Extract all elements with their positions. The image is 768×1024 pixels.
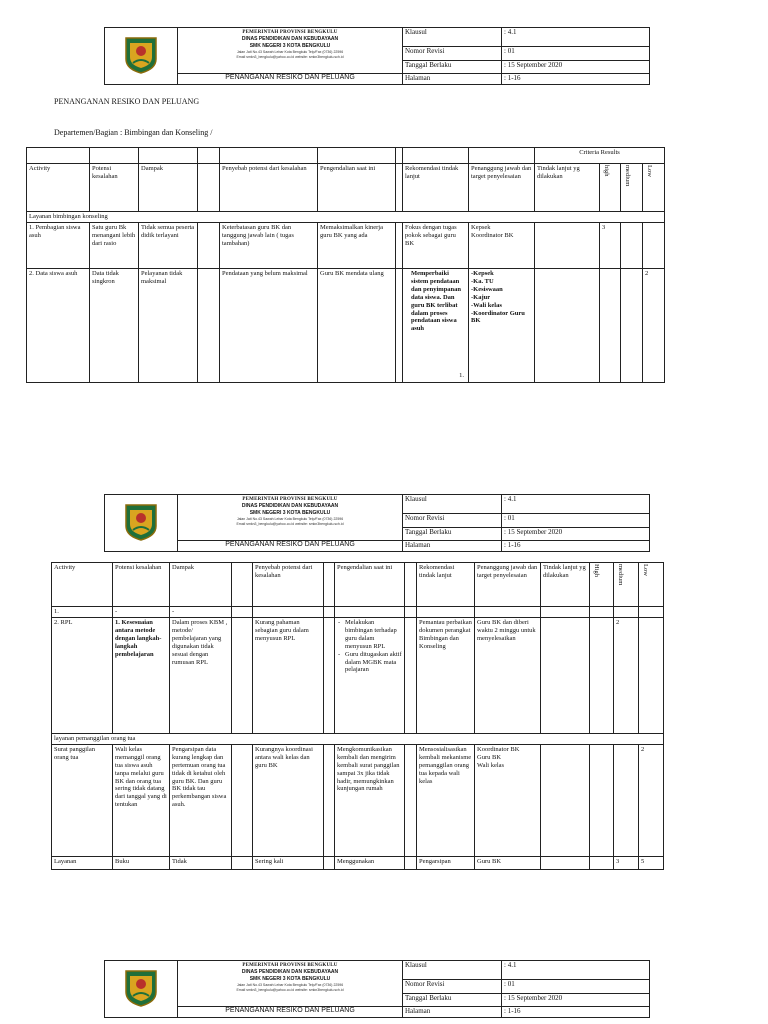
- institution-block: [178, 28, 403, 74]
- header-value: : 4.1: [502, 961, 650, 980]
- cell-high: [590, 617, 614, 733]
- institution-email: Email smkn3_bengkulu@yahoo.co.id website: smkn3bengkulu.sch.id: [236, 988, 344, 992]
- cell-rekomendasi: [403, 268, 469, 382]
- institution-line: SMK NEGERI 3 KOTA BENGKULU: [249, 976, 331, 982]
- pj-line: -Kajur: [471, 293, 491, 301]
- cell-rekomendasi: Fokus dengan tugas pokok sebagai guru BK: [403, 222, 469, 268]
- doc-title: PENANGANAN RESIKO DAN PELUANG: [178, 540, 403, 551]
- cell-medium: [621, 222, 643, 268]
- provincial-emblem-icon: [123, 968, 159, 1008]
- institution-line: DINAS PENDIDIKAN DAN KEBUDAYAAN: [241, 503, 339, 509]
- header-key: Klausul: [403, 495, 502, 514]
- institution-line: PEMERINTAH PROVINSI BENGKULU: [242, 963, 338, 968]
- doc-title: PENANGANAN RESIKO DAN PELUANG: [178, 1006, 403, 1017]
- header-value: : 15 September 2020: [502, 527, 650, 540]
- institution-block: [178, 961, 403, 1007]
- section-label: layanan pemanggilan orang tua: [52, 733, 664, 744]
- department-label: Departemen/Bagian : Bimbingan dan Konseling /: [54, 128, 213, 137]
- cell-dampak: Pengarsipan data kurang lengkap dan pertemuan orang tua tidak di ketahui oleh guru BK. Dan guru BK tidak tau perkembangan siswa asuh.: [170, 744, 232, 856]
- col-header-high: High: [592, 564, 600, 577]
- risk-table-2: [51, 562, 664, 870]
- header-key: Klausul: [403, 28, 502, 47]
- cell-low: [639, 617, 664, 733]
- logo-cell: [105, 28, 178, 85]
- cell-penanggung-jawab: [469, 222, 535, 268]
- header-value: : 4.1: [502, 495, 650, 514]
- header-value: : 15 September 2020: [502, 993, 650, 1006]
- col-header: Activity: [52, 563, 113, 607]
- pj-line: -Kesiswaan: [471, 285, 503, 293]
- col-header-low: Low: [641, 564, 649, 576]
- cell-activity: 2. RPL: [52, 617, 113, 733]
- doc-title: PENANGANAN RESIKO DAN PELUANG: [178, 73, 403, 84]
- col-header: Penanggung jawab dan target penyelesaian: [475, 563, 541, 607]
- document-header: [104, 494, 650, 552]
- header-key: Klausul: [403, 961, 502, 980]
- cell-potensi: -: [113, 607, 170, 618]
- col-header: Pengendalian saat ini: [318, 164, 396, 212]
- col-header: Dampak: [139, 164, 198, 212]
- header-key: Halaman: [403, 1006, 502, 1017]
- col-header: Dampak: [170, 563, 232, 607]
- logo-cell: [105, 495, 178, 552]
- page-title: PENANGANAN RESIKO DAN PELUANG: [54, 97, 200, 106]
- table-row: [52, 607, 664, 618]
- header-value: : 01: [502, 514, 650, 527]
- col-header: Penyebab potensi dari kesalahan: [220, 164, 318, 212]
- institution-line: SMK NEGERI 3 KOTA BENGKULU: [249, 510, 331, 516]
- institution-line: DINAS PENDIDIKAN DAN KEBUDAYAAN: [241, 969, 339, 975]
- cell-medium: [621, 268, 643, 382]
- col-header: Pengendalian saat ini: [335, 563, 405, 607]
- institution-line: PEMERINTAH PROVINSI BENGKULU: [242, 497, 338, 502]
- institution-line: SMK NEGERI 3 KOTA BENGKULU: [249, 43, 331, 49]
- col-header: Rekomendasi tindak lanjut: [403, 164, 469, 212]
- pj-line: -Ka. TU: [471, 277, 494, 285]
- criteria-results-header: Criteria Results: [535, 148, 665, 164]
- col-header-high: high: [602, 165, 610, 177]
- cell-dampak: Tidak semua peserta didik terlayani: [139, 222, 198, 268]
- logo-cell: [105, 961, 178, 1018]
- cell-penanggung-jawab: Guru BK dan diberi waktu 2 minggu untuk menyelesaikan: [475, 617, 541, 733]
- pj-line: Kepsek: [471, 223, 491, 231]
- institution-address: Jalan Jati No.43 Sawah Lebar Kota Bengkulu Telp/Fax (0736) 22596: [236, 50, 344, 54]
- pj-line: Wali kelas: [477, 761, 505, 769]
- cell-activity: 2. Data siswa asuh: [27, 268, 90, 382]
- table-row: [52, 856, 664, 869]
- cell-penyebab: Sering kali: [253, 856, 324, 869]
- document-header: [104, 960, 650, 1018]
- cell-low: 5: [639, 856, 664, 869]
- cell-rekomendasi: Pemantau perbaikan dokumen perangkat Bimbingan dan Konseling: [417, 617, 475, 733]
- cell-rekomendasi: Mensosialisasikan kembali mekanisme pemanggilan orang tua kepada wali kelas: [417, 744, 475, 856]
- cell-low: 2: [639, 744, 664, 856]
- header-value: : 1-16: [502, 1006, 650, 1017]
- cell-potensi: Data tidak singkron: [90, 268, 139, 382]
- cell-penanggung-jawab: [475, 744, 541, 856]
- cell-potensi: Wali kelas memanggil orang tua siswa asuh tanpa melalui guru BK dan orang tua sering tidak datang dari tanggal yang di tentukan: [113, 744, 170, 856]
- header-value: : 15 September 2020: [502, 60, 650, 73]
- provincial-emblem-icon: [123, 35, 159, 75]
- cell-high: [600, 268, 621, 382]
- cell-medium: [614, 744, 639, 856]
- cell-activity: 1. Pembagian siswa asuh: [27, 222, 90, 268]
- cell-pengendalian: Memaksimalkan kinerja guru BK yang ada: [318, 222, 396, 268]
- cell-pengendalian: Menggunakan: [335, 856, 405, 869]
- pengendalian-item: - Melakukan bimbingan terhadap guru dalam menyusun RPL: [345, 619, 402, 651]
- cell-dampak: -: [170, 607, 232, 618]
- institution-line: DINAS PENDIDIKAN DAN KEBUDAYAAN: [241, 36, 339, 42]
- cell-pengendalian: [335, 617, 405, 733]
- risk-table-1: [26, 147, 665, 383]
- section-label: Layanan bimbingan konseling: [27, 212, 665, 223]
- cell-penyebab: Kurang pahaman sebagian guru dalam menyusun RPL: [253, 617, 324, 733]
- col-header: Potensi kesalahan: [113, 563, 170, 607]
- header-key: Tanggal Berlaku: [403, 527, 502, 540]
- provincial-emblem-icon: [123, 502, 159, 542]
- pj-line: Guru BK: [477, 753, 502, 761]
- header-key: Tanggal Berlaku: [403, 993, 502, 1006]
- pengendalian-item: - Guru ditugaskan aktif dalam MGBK mata pelajaran: [345, 651, 402, 675]
- table-row: [27, 268, 665, 382]
- pj-line: Koordinator BK: [477, 745, 520, 753]
- cell-penyebab: Pendataan yang belum maksimal: [220, 268, 318, 382]
- cell-pengendalian: Mengkomunikasikan kembali dan mengirim kembali surat panggilan sampai 3x jika tidak hadir, memungkinkan kunjungan rumah: [335, 744, 405, 856]
- cell-dampak: Pelayanan tidak maksimal: [139, 268, 198, 382]
- header-key: Nomor Revisi: [403, 980, 502, 993]
- header-key: Halaman: [403, 73, 502, 84]
- institution-email: Email smkn3_bengkulu@yahoo.co.id website: smkn3bengkulu.sch.id: [236, 522, 344, 526]
- institution-email: Email smkn3_bengkulu@yahoo.co.id website: smkn3bengkulu.sch.id: [236, 55, 344, 59]
- cell-activity: Layanan: [52, 856, 113, 869]
- rekomendasi-number: 1.: [459, 372, 464, 379]
- col-header: Activity: [27, 164, 90, 212]
- cell-potensi: Satu guru Bk menangani lebih dari rasio: [90, 222, 139, 268]
- institution-address: Jalan Jati No.43 Sawah Lebar Kota Bengkulu Telp/Fax (0736) 22596: [236, 517, 344, 521]
- col-header: Penyebab potensi dari kesalahan: [253, 563, 324, 607]
- col-header: Potensi kesalahan: [90, 164, 139, 212]
- institution-address: Jalan Jati No.43 Sawah Lebar Kota Bengkulu Telp/Fax (0736) 22596: [236, 983, 344, 987]
- pj-line: -Wali kelas: [471, 301, 502, 309]
- cell-dampak: Dalam proses KBM , metode/ pembelajaran yang digunakan tidak sesuai dengan rumusan RPL: [170, 617, 232, 733]
- rekomendasi-text: Memperbaiki sistem pendataan dan penyimpanan data siswa. Dan guru BK terlibat dalam proses pendataan siswa asuh: [411, 269, 462, 333]
- header-key: Tanggal Berlaku: [403, 60, 502, 73]
- header-key: Nomor Revisi: [403, 514, 502, 527]
- cell-low: 2: [643, 268, 665, 382]
- cell-activity: Surat panggilan orang tua: [52, 744, 113, 856]
- cell-dampak: Tidak: [170, 856, 232, 869]
- col-header: Tindak lanjut yg dilakukan: [541, 563, 590, 607]
- pj-line: -Kepsek: [471, 269, 494, 277]
- cell-potensi: 1. Kesesuaian antara metode dengan langkah-langkah pembelajaran: [113, 617, 170, 733]
- cell-potensi: Buku: [113, 856, 170, 869]
- header-value: : 1-16: [502, 73, 650, 84]
- cell-medium: 3: [614, 856, 639, 869]
- table-row: [52, 744, 664, 856]
- col-header: Rekomendasi tindak lanjut: [417, 563, 475, 607]
- cell-high: [590, 856, 614, 869]
- pj-line: -Koordinator Guru BK: [471, 309, 525, 325]
- institution-block: [178, 495, 403, 541]
- document-header: [104, 27, 650, 85]
- cell-penanggung-jawab: [469, 268, 535, 382]
- table-row: [52, 617, 664, 733]
- cell-pengendalian: Guru BK mendata ulang: [318, 268, 396, 382]
- cell-medium: 2: [614, 617, 639, 733]
- header-value: : 1-16: [502, 540, 650, 551]
- col-header-medium: medium: [616, 564, 624, 586]
- cell-high: 3: [600, 222, 621, 268]
- header-value: : 01: [502, 47, 650, 60]
- cell-rekomendasi: Pengarsipan: [417, 856, 475, 869]
- cell-penyebab: Keterbatasan guru BK dan tanggung jawab lain ( tugas tambahan): [220, 222, 318, 268]
- pj-line: Koordinator BK: [471, 231, 514, 239]
- institution-line: PEMERINTAH PROVINSI BENGKULU: [242, 30, 338, 35]
- col-header: Penanggung jawab dan target penyelesaian: [469, 164, 535, 212]
- cell-low: [643, 222, 665, 268]
- col-header-low: Low: [645, 165, 653, 177]
- cell-high: [590, 744, 614, 856]
- col-header-medium: medium: [623, 165, 631, 187]
- header-value: : 4.1: [502, 28, 650, 47]
- cell-penyebab: Kurangnya koordinasi antara wali kelas dan guru BK: [253, 744, 324, 856]
- table-row: [27, 222, 665, 268]
- cell-activity: 1.: [52, 607, 113, 618]
- cell-penanggung-jawab: Guru BK: [475, 856, 541, 869]
- header-value: : 01: [502, 980, 650, 993]
- col-header: Tindak lanjut yg dilakukan: [535, 164, 600, 212]
- header-key: Halaman: [403, 540, 502, 551]
- header-key: Nomor Revisi: [403, 47, 502, 60]
